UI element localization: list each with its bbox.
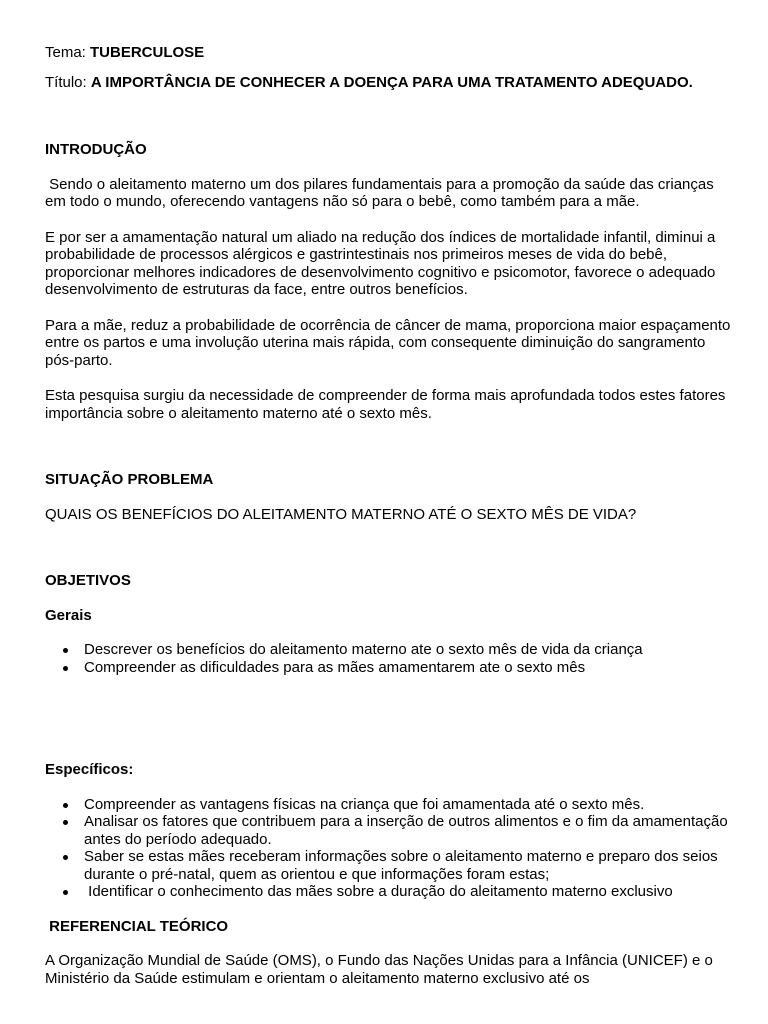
list-item-text: Analisar os fatores que contribuem para a inserção de outros alimentos e o fim da amamentação antes do período adequado. bbox=[84, 813, 728, 848]
referencial-heading: REFERENCIAL TEÓRICO bbox=[45, 917, 229, 935]
referencial-paragraph: A Organização Mundial de Saúde (OMS), o Fundo das Nações Unidas para a Infância (UNICEF) e o Ministério da Saúde estimulam e orientam o aleitamento materno exclusivo até os bbox=[45, 952, 713, 987]
titulo-line bbox=[45, 74, 735, 92]
tema-line bbox=[45, 44, 735, 62]
list-item bbox=[45, 659, 735, 677]
tema-label: Tema: bbox=[45, 44, 91, 61]
introducao-paragraph-4: Esta pesquisa surgiu da necessidade de compreender de forma mais aprofundada todos estes fatores importância sobre o aleitamento materno até o sexto mês. bbox=[45, 387, 726, 422]
list-item bbox=[45, 641, 735, 659]
gerais-list bbox=[45, 641, 735, 676]
bullet-icon bbox=[63, 803, 68, 808]
gerais-heading: Gerais bbox=[45, 606, 92, 624]
bullet-icon bbox=[63, 666, 68, 671]
list-item bbox=[45, 848, 735, 883]
introducao-heading: INTRODUÇÃO bbox=[45, 141, 147, 158]
bullet-icon bbox=[63, 648, 68, 653]
introducao-paragraph-1: Sendo o aleitamento materno um dos pilares fundamentais para a promoção da saúde das crianças em todo o mundo, oferecendo vantagens não só para o bebê, como também para a mãe. bbox=[45, 175, 718, 210]
document-page bbox=[45, 44, 735, 987]
titulo-label: Título: bbox=[45, 73, 91, 91]
situacao-question: QUAIS OS BENEFÍCIOS DO ALEITAMENTO MATERNO ATÉ O SEXTO MÊS DE VIDA? bbox=[45, 505, 637, 523]
objetivos-heading: OBJETIVOS bbox=[45, 572, 131, 589]
list-item bbox=[45, 813, 735, 848]
list-item-text: Compreender as dificuldades para as mães amamentarem ate o sexto mês bbox=[84, 658, 586, 676]
titulo-value: A IMPORTÂNCIA DE CONHECER A DOENÇA PARA UMA TRATAMENTO ADEQUADO. bbox=[90, 73, 693, 91]
bullet-icon bbox=[63, 855, 68, 860]
list-item-text: Compreender as vantagens físicas na criança que foi amamentada até o sexto mês. bbox=[84, 795, 645, 813]
list-item bbox=[45, 883, 735, 901]
introducao-paragraph-3: Para a mãe, reduz a probabilidade de ocorrência de câncer de mama, proporciona maior espaçamento entre os partos e uma involução uterina mais rápida, com consequente diminuição do sangramento pós-parto. bbox=[45, 316, 731, 369]
introducao-paragraph-2: E por ser a amamentação natural um aliado na redução dos índices de mortalidade infantil, diminui a probabilidade de processos alérgicos e gastrintestinais nos primeiros meses de vida do bebê, proporcionar melhores indicadores de desenvolvimento cognitivo e psicomotor, favorece o adequado desenvolvimento de estruturas da face, entre outros benefícios. bbox=[45, 228, 716, 298]
list-item-text: Saber se estas mães receberam informações sobre o aleitamento materno e preparo dos seios durante o pré-natal, quem as orientou e que informações foram estas; bbox=[84, 848, 718, 883]
list-item bbox=[45, 796, 735, 814]
list-item-text: Descrever os benefícios do aleitamento materno ate o sexto mês de vida da criança bbox=[84, 641, 643, 658]
situacao-heading: SITUAÇÃO PROBLEMA bbox=[45, 471, 214, 488]
bullet-icon bbox=[63, 820, 68, 825]
especificos-list bbox=[45, 796, 735, 901]
tema-value: TUBERCULOSE bbox=[90, 44, 205, 61]
especificos-heading: Específicos: bbox=[45, 761, 134, 778]
bullet-icon bbox=[63, 890, 68, 895]
list-item-text: Identificar o conhecimento das mães sobre a duração do aleitamento materno exclusivo bbox=[84, 883, 673, 900]
